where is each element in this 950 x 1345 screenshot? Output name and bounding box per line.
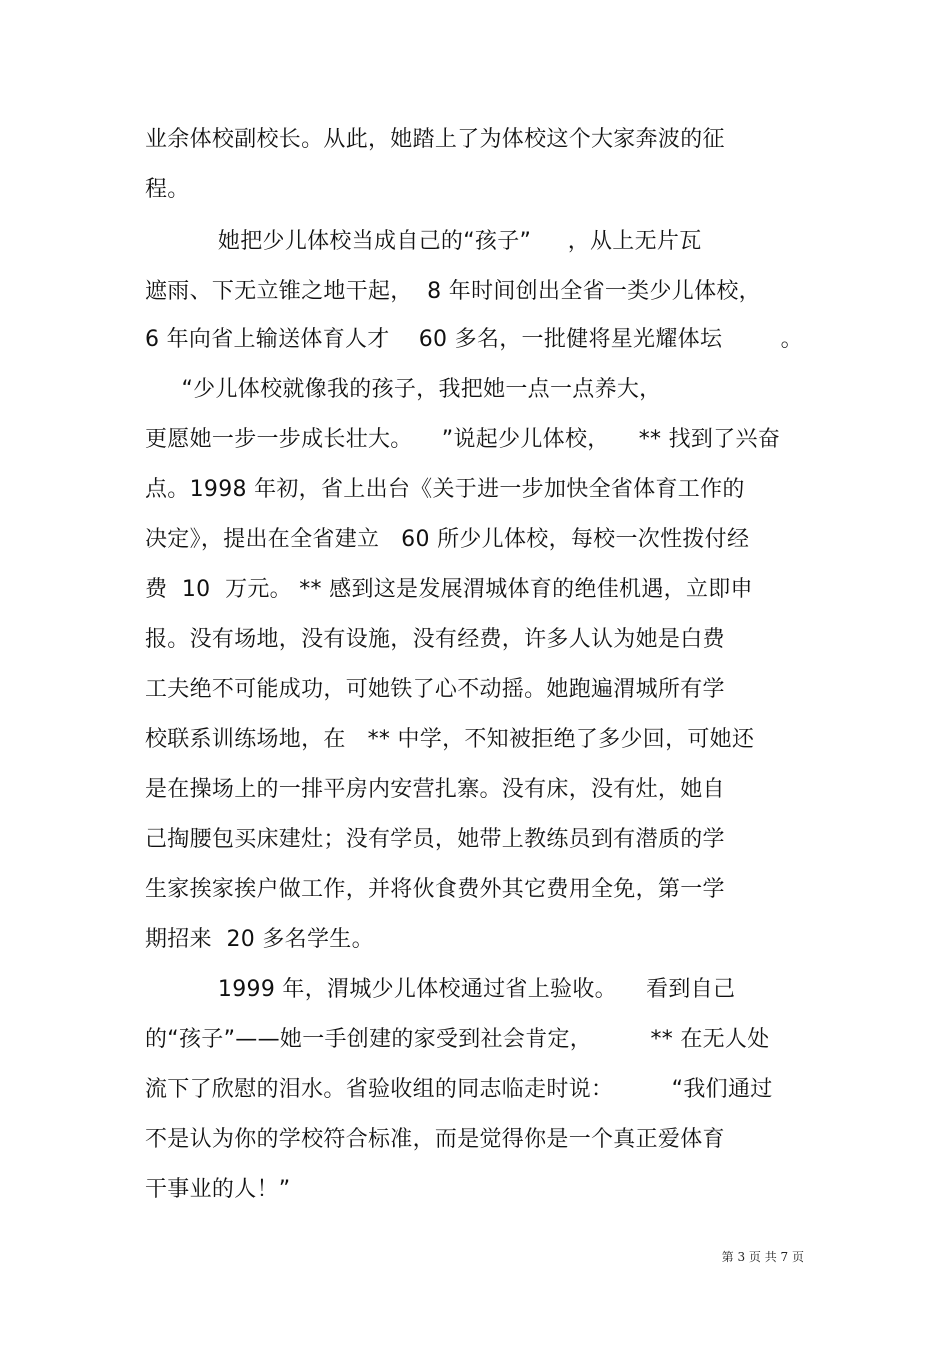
text-line: 更愿她一步一步成长壮大。 ”说起少儿体校， ** 找到了兴奋 [145, 427, 781, 452]
text-line: 6 年向省上输送体育人才 60 多名，一批健将星光耀体坛 。 [145, 327, 803, 352]
text-line: 业余体校副校长。从此，她踏上了为体校这个大家奔波的征 [145, 127, 725, 152]
text-line: 报。没有场地，没有设施，没有经费，许多人认为她是白费 [145, 627, 725, 652]
text-line: 的“孩子”——她一手创建的家受到社会肯定， ** 在无人处 [145, 1027, 770, 1052]
text-line: 费 10 万元。 ** 感到这是发展渭城体育的绝佳机遇，立即申 [145, 577, 753, 602]
text-line: 生家挨家挨户做工作，并将伙食费外其它费用全免，第一学 [145, 877, 725, 902]
text-line: 不是认为你的学校符合标准，而是觉得你是一个真正爱体育 [145, 1127, 725, 1152]
text-line: 决定》，提出在全省建立 60 所少儿体校，每校一次性拨付经 [145, 527, 750, 552]
text-line: 程。 [145, 177, 190, 202]
text-line: 校联系训练场地，在 ** 中学，不知被拒绝了多少回，可她还 [145, 727, 755, 752]
text-line: 遮雨、下无立锥之地干起， 8 年时间创出全省一类少儿体校， [145, 279, 761, 304]
text-line: 点。1998 年初，省上出台《关于进一步加快全省体育工作的 [145, 477, 745, 502]
text-line: “少儿体校就像我的孩子，我把她一点一点养大， [145, 377, 662, 402]
text-line: 她把少儿体校当成自己的“孩子” ，从上无片瓦 [145, 229, 702, 254]
text-line: 是在操场上的一排平房内安营扎寨。没有床，没有灶，她自 [145, 777, 725, 802]
text-line: 1999 年，渭城少儿体校通过省上验收。 看到自己 [145, 977, 736, 1002]
text-line: 干事业的人！” [145, 1177, 291, 1202]
page-number: 第 3 页 共 7 页 [721, 1250, 804, 1264]
text-line: 期招来 20 多名学生。 [145, 927, 374, 952]
text-line: 己掏腰包买床建灶；没有学员，她带上教练员到有潜质的学 [145, 827, 725, 852]
text-line: 流下了欣慰的泪水。省验收组的同志临走时说： “我们通过 [145, 1077, 773, 1102]
text-line: 工夫绝不可能成功，可她铁了心不动摇。她跑遍渭城所有学 [145, 677, 725, 702]
